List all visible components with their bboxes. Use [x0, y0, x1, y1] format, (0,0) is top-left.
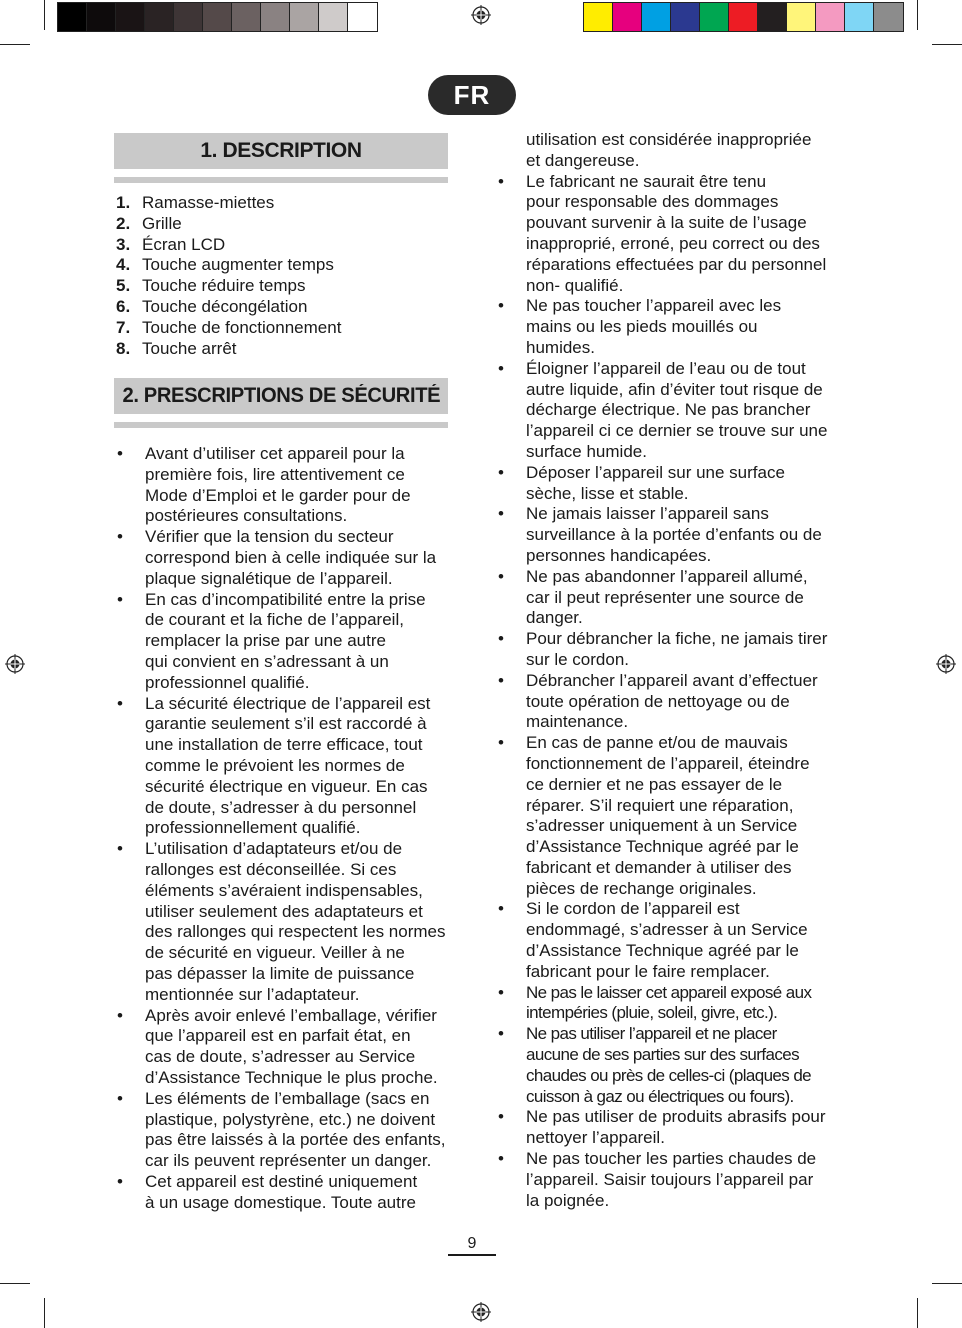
color-swatch — [319, 3, 348, 31]
list-item-text: Touche augmenter temps — [142, 255, 334, 275]
color-swatch — [874, 3, 903, 31]
bullet-line: postérieures consultations. — [145, 506, 348, 526]
bullet-line: La sécurité électrique de l’appareil est — [145, 693, 431, 713]
bullet-line: Vérifier que la tension du secteur — [145, 527, 394, 547]
color-swatch — [584, 3, 613, 31]
bullet-line: danger. — [526, 608, 583, 628]
section-1-title: 1. DESCRIPTION — [114, 133, 448, 169]
bullet-item — [496, 463, 846, 505]
bullet-line: fabricant et demander à utiliser des — [526, 857, 792, 877]
bullet-line: Ne pas toucher les parties chaudes de — [526, 1149, 817, 1169]
bullet-icon: • — [498, 296, 504, 316]
bullet-item — [496, 899, 846, 982]
bullet-line: maintenance. — [526, 712, 629, 732]
bullet-line: fabricant pour le faire remplacer. — [526, 961, 770, 981]
continuation-line: utilisation est considérée inappropriée — [526, 130, 812, 149]
bullet-line: décharge électrique. Ne pas brancher — [526, 400, 811, 420]
list-item — [116, 214, 446, 235]
bullet-item — [115, 590, 460, 694]
bullet-line: éléments s’avéraient indispensables, — [145, 880, 423, 900]
crop-mark — [0, 1283, 30, 1284]
bullet-item — [115, 444, 460, 527]
crop-mark — [44, 0, 45, 30]
bullet-line: plaque signalétique de l’appareil. — [145, 568, 393, 588]
bullet-item — [115, 839, 460, 1005]
bullet-line: sèche, lisse et stable. — [526, 483, 689, 503]
list-item — [116, 339, 446, 360]
bullet-line: Pour débrancher la fiche, ne jamais tirer — [526, 629, 828, 649]
color-swatch — [145, 3, 174, 31]
bullet-line: En cas de panne et/ou de mauvais — [526, 733, 788, 753]
list-item — [116, 276, 446, 297]
bullet-line: Si le cordon de l’appareil est — [526, 899, 740, 919]
bullet-line: personnes handicapées. — [526, 545, 712, 565]
registration-mark-icon — [936, 654, 956, 674]
color-swatch — [816, 3, 845, 31]
language-badge: FR — [428, 75, 516, 115]
bullet-item — [496, 983, 846, 1025]
bullet-line: plastique, polystyrène, etc.) ne doivent — [145, 1109, 436, 1129]
color-swatch — [232, 3, 261, 31]
list-item-number: 6. — [116, 296, 131, 316]
bullet-line: Mode d’Emploi et le garder pour de — [145, 485, 411, 505]
color-swatch — [729, 3, 758, 31]
bullet-item — [115, 1006, 460, 1089]
list-item-text: Ramasse-miettes — [142, 193, 275, 212]
bullet-line: l’appareil. Saisir toujours l’appareil par — [526, 1169, 814, 1189]
list-item-text: Touche décongélation — [142, 296, 308, 316]
bullet-line: Ne pas utiliser de produits abrasifs pour — [526, 1107, 826, 1127]
bullet-item — [496, 359, 846, 463]
bullet-item — [115, 1172, 460, 1214]
list-item — [116, 255, 446, 276]
list-item-text: Touche de fonctionnement — [142, 317, 342, 337]
list-item-number: 2. — [116, 213, 131, 233]
section-2-rule — [114, 422, 448, 428]
bullet-icon: • — [117, 589, 123, 609]
bullet-line: intempéries (pluie, soleil, givre, etc.). — [526, 1003, 778, 1023]
list-item — [116, 318, 446, 339]
list-item-number: 8. — [116, 338, 131, 358]
bullet-icon: • — [498, 899, 504, 919]
bullet-line: utiliser seulement des adaptateurs et — [145, 901, 423, 921]
color-swatch — [700, 3, 729, 31]
color-swatch — [787, 3, 816, 31]
list-item-text: Écran LCD — [142, 234, 226, 254]
bullet-line: de courant et la fiche de l’appareil, — [145, 610, 404, 630]
crop-mark — [917, 0, 918, 30]
bullet-line: professionnel qualifié. — [145, 672, 310, 692]
bullet-icon: • — [117, 1005, 123, 1025]
bullet-icon: • — [498, 1149, 504, 1169]
bullet-item — [115, 694, 460, 840]
bullet-line: Avant d’utiliser cet appareil pour la — [145, 444, 405, 463]
bullet-item — [496, 504, 846, 566]
list-item-number: 3. — [116, 234, 131, 254]
bullet-line: aucune de ses parties sur des surfaces — [526, 1045, 799, 1065]
bullet-line: car il peut représenter une source de — [526, 587, 804, 607]
bullet-line: inapproprié, erroné, peu correct ou des — [526, 233, 820, 253]
bullet-line: comme le prévoient les normes de — [145, 755, 405, 775]
bullet-line: garantie seulement s’il est raccordé à — [145, 714, 427, 734]
bullet-line: réparer. S’il requiert une réparation, — [526, 795, 794, 815]
color-swatch — [758, 3, 787, 31]
bullet-line: L’utilisation d’adaptateurs et/ou de — [145, 839, 403, 859]
bullet-line: première fois, lire attentivement ce — [145, 464, 405, 484]
bullet-line: cuisson à gaz ou électriques ou fours). — [526, 1086, 794, 1106]
bullet-icon: • — [498, 1024, 504, 1044]
bullet-line: une installation de terre efficace, tout — [145, 735, 423, 755]
bullet-line: d’Assistance Technique agréé par le — [526, 837, 799, 857]
bullet-item — [496, 1107, 846, 1149]
bullet-icon: • — [498, 670, 504, 690]
bullet-line: rallonges est déconseillée. Si ces — [145, 859, 397, 879]
list-item-number: 1. — [116, 193, 131, 212]
bullet-line: mains ou les pieds mouillés ou — [526, 317, 758, 337]
bullet-line: Ne jamais laisser l’appareil sans — [526, 504, 769, 524]
bullet-line: à un usage domestique. Toute autre — [145, 1192, 416, 1212]
bullet-line: pour responsable des dommages — [526, 192, 779, 212]
bullet-line: réparations effectuées par du personnel — [526, 254, 827, 274]
color-swatch — [642, 3, 671, 31]
color-swatch — [845, 3, 874, 31]
bullet-icon: • — [498, 462, 504, 482]
bullet-icon: • — [498, 504, 504, 524]
color-swatch — [348, 3, 377, 31]
bullet-icon: • — [117, 444, 123, 463]
bullet-line: Après avoir enlevé l’emballage, vérifier — [145, 1005, 437, 1025]
bullet-line: pas être laissés à la portée des enfants, — [145, 1130, 446, 1150]
crop-mark — [44, 1298, 45, 1328]
bullet-line: humides. — [526, 337, 595, 357]
bullet-line: fonctionnement de l’appareil, éteindre — [526, 753, 810, 773]
bullet-item — [496, 733, 846, 899]
color-swatch — [116, 3, 145, 31]
continuation-line: et dangereuse. — [526, 150, 640, 170]
bullet-line: Éloigner l’appareil de l’eau ou de tout — [526, 358, 806, 378]
bullet-icon: • — [117, 1171, 123, 1191]
bullet-line: s’adresser uniquement à un Service — [526, 816, 798, 836]
bullet-line: Ne pas toucher l’appareil avec les — [526, 296, 782, 316]
bullet-line: surveillance à la portée d’enfants ou de — [526, 525, 822, 545]
color-swatch — [261, 3, 290, 31]
crop-mark — [917, 1298, 918, 1328]
section-2-title: 2. PRESCRIPTIONS DE SÉCURITÉ — [114, 378, 448, 414]
bullet-line: ce dernier et ne pas essayer de le — [526, 774, 783, 794]
bullet-line: Ne pas abandonner l’appareil allumé, — [526, 566, 808, 586]
description-list — [116, 193, 446, 359]
bullet-item — [496, 172, 846, 297]
crop-mark — [932, 1283, 962, 1284]
color-swatch — [58, 3, 87, 31]
bullet-line: chaudes ou près de celles-ci (plaques de — [526, 1065, 812, 1085]
bullet-item — [496, 1024, 846, 1107]
bullet-item — [496, 296, 846, 358]
bullet-line: Débrancher l’appareil avant d’effectuer — [526, 670, 818, 690]
bullet-line: Le fabricant ne saurait être tenu — [526, 171, 767, 191]
bullet-line: qui convient en s’adressant à un — [145, 651, 389, 671]
bullet-icon: • — [117, 839, 123, 859]
bullet-line: pièces de rechange originales. — [526, 878, 757, 898]
bullet-line: d’Assistance Technique le plus proche. — [145, 1067, 438, 1087]
registration-mark-icon — [471, 1302, 491, 1322]
bullet-line: mentionnée sur l’adaptateur. — [145, 984, 360, 1004]
bullet-line: Cet appareil est destiné uniquement — [145, 1171, 418, 1191]
bullet-line: correspond bien à celle indiquée sur la — [145, 547, 437, 567]
list-item-text: Touche réduire temps — [142, 276, 306, 296]
color-swatch — [174, 3, 203, 31]
bullet-line: non- qualifié. — [526, 275, 624, 295]
bullet-line: d’Assistance Technique agréé par le — [526, 941, 799, 961]
bullet-icon: • — [498, 629, 504, 649]
bullet-icon: • — [498, 566, 504, 586]
list-item — [116, 297, 446, 318]
bullet-line: professionnellement qualifié. — [145, 818, 361, 838]
bullet-item — [115, 1089, 460, 1172]
bullet-icon: • — [117, 527, 123, 547]
bullet-item — [496, 671, 846, 733]
list-item-text: Grille — [142, 213, 182, 233]
bullet-line: de doute, s’adresser à du personnel — [145, 797, 417, 817]
bullet-line: car ils peuvent représenter un danger. — [145, 1151, 432, 1171]
bullet-icon: • — [498, 982, 504, 1002]
bullet-line: nettoyer l’appareil. — [526, 1128, 665, 1148]
safety-right-column — [496, 130, 846, 1211]
bullet-line: sécurité électrique en vigueur. En cas — [145, 776, 428, 796]
bullet-icon: • — [498, 171, 504, 191]
color-swatch — [671, 3, 700, 31]
bullet-line: la poignée. — [526, 1190, 610, 1210]
bullet-line: remplacer la prise par une autre — [145, 631, 386, 651]
safety-left-column — [115, 444, 460, 1213]
list-item — [116, 235, 446, 256]
bullet-item — [496, 567, 846, 629]
bullet-item — [115, 527, 460, 589]
bullet-item — [496, 1149, 846, 1211]
bullet-line: En cas d’incompatibilité entre la prise — [145, 589, 426, 609]
list-item — [116, 193, 446, 214]
bullet-line: toute opération de nettoyage ou de — [526, 691, 790, 711]
registration-mark-icon — [471, 5, 491, 25]
list-item-number: 5. — [116, 276, 131, 296]
crop-mark — [932, 44, 962, 45]
bullet-line: endommagé, s’adresser à un Service — [526, 920, 808, 940]
bullet-icon: • — [498, 733, 504, 753]
process-color-bar — [583, 2, 904, 32]
bullet-icon: • — [498, 358, 504, 378]
bullet-line: de sécurité en vigueur. Veiller à ne — [145, 943, 405, 963]
grayscale-color-bar — [57, 2, 378, 32]
bullet-icon: • — [117, 1088, 123, 1108]
bullet-line: sur le cordon. — [526, 649, 629, 669]
bullet-line: Les éléments de l’emballage (sacs en — [145, 1088, 430, 1108]
bullet-line: que l’appareil est en parfait état, en — [145, 1026, 411, 1046]
bullet-line: Ne pas le laisser cet appareil exposé aux — [526, 982, 812, 1002]
bullet-icon: • — [498, 1107, 504, 1127]
registration-mark-icon — [5, 654, 25, 674]
bullet-line: autre liquide, afin d’éviter tout risque de — [526, 379, 823, 399]
color-swatch — [290, 3, 319, 31]
list-item-text: Touche arrêt — [142, 338, 237, 358]
page-number: 9 — [467, 1235, 477, 1252]
bullet-line: surface humide. — [526, 441, 647, 461]
color-swatch — [613, 3, 642, 31]
bullet-line: Déposer l’appareil sur une surface — [526, 462, 785, 482]
color-swatch — [87, 3, 116, 31]
bullet-line: Ne pas utiliser l’appareil et ne placer — [526, 1024, 777, 1044]
bullet-icon: • — [117, 693, 123, 713]
crop-mark — [0, 44, 30, 45]
list-item-number: 4. — [116, 255, 131, 275]
bullet-line: cas de doute, s’adresser au Service — [145, 1047, 416, 1067]
page-number-rule — [448, 1254, 496, 1256]
list-item-number: 7. — [116, 317, 131, 337]
section-1-rule — [114, 177, 448, 183]
bullet-line: l’appareil ci ce dernier se trouve sur une — [526, 421, 828, 441]
bullet-line: pas dépasser la limite de puissance — [145, 963, 415, 983]
bullet-item — [496, 629, 846, 671]
color-swatch — [203, 3, 232, 31]
bullet-line: des rallonges qui respectent les normes — [145, 922, 446, 942]
bullet-line: pouvant survenir à la suite de l’usage — [526, 213, 807, 233]
